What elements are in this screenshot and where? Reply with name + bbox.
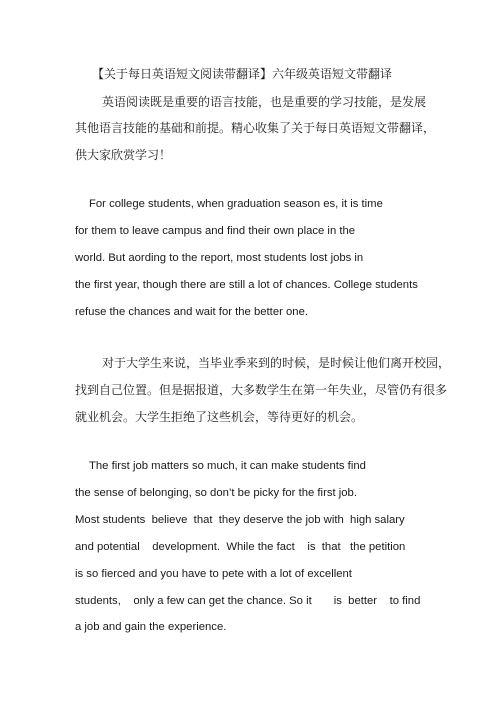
paragraph2-en-line-3: Most students believe that they deserve the job with high salary [75,514,405,526]
paragraph2-en-line-2: the sense of belonging, so don’t be picky for the first job. [75,487,357,499]
paragraph2-en-line-5: is so fierced and you have to pete with a lot of excellent [75,568,352,580]
paragraph2-en-line-6: students, only a few can get the chance. So it is better to find [75,595,421,607]
paragraph1-cn-line-3: 就业机会。大学生拒绝了这些机会，等待更好的机会。 [75,410,364,424]
intro-line-2: 其他语言技能的基础和前提。精心收集了关于每日英语短文带翻译， [75,121,436,135]
paragraph1-cn-line-1: 对于大学生来说，当毕业季来到的时候，是时候让他们离开校园， [102,356,451,370]
intro-line-3: 供大家欣赏学习！ [75,148,172,162]
paragraph2-en-line-7: a job and gain the experience. [75,621,227,633]
paragraph1-en-line-4: the first year, though there are still a lot of chances. College students [75,279,418,291]
paragraph2-en-line-1: The first job matters so much, it can make students find [89,460,366,472]
intro-line-1: 英语阅读既是重要的语言技能，也是重要的学习技能，是发展 [102,95,427,109]
paragraph1-en-line-5: refuse the chances and wait for the better one. [75,306,308,318]
document-title: 【关于每日英语短文阅读带翻译】六年级英语短文带翻译 [92,67,393,81]
paragraph1-en-line-3: world. But aording to the report, most students lost jobs in [75,252,364,264]
paragraph1-en-line-1: For college students, when graduation season es, it is time [89,198,383,210]
paragraph2-en-line-4: and potential development. While the fact is that the petition [75,541,406,553]
paragraph1-cn-line-2: 找到自己位置。但是据报道，大多数学生在第一年失业，尽管仍有很多 [75,383,448,397]
paragraph1-en-line-2: for them to leave campus and find their own place in the [75,225,356,237]
